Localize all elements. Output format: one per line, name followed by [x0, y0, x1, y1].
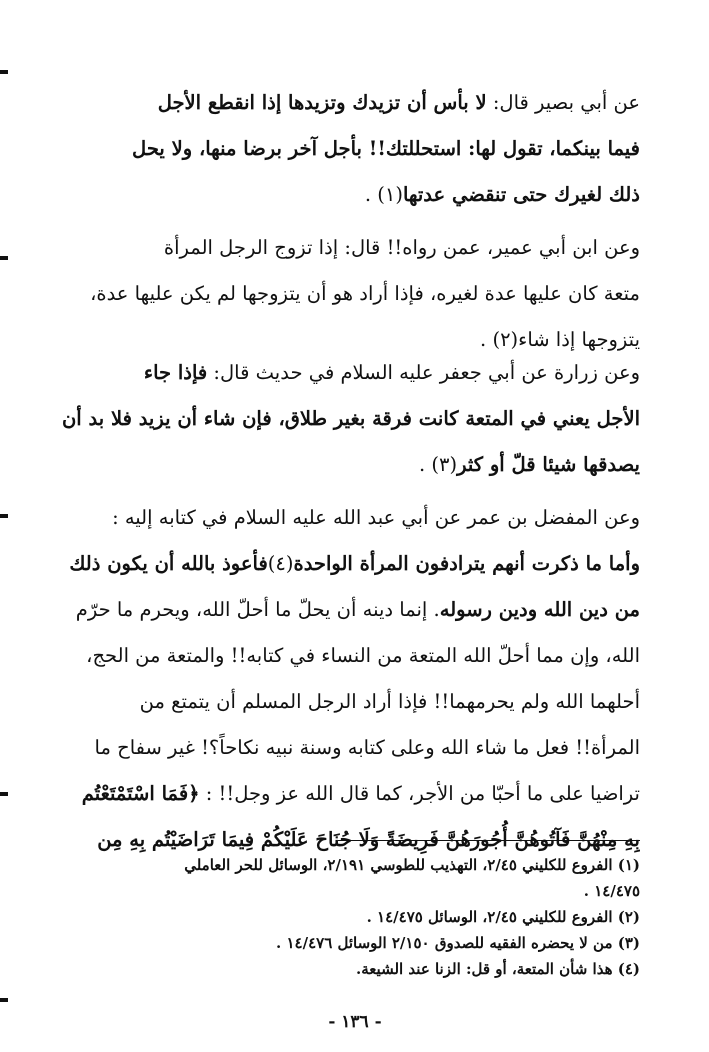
margin-mark: [0, 792, 8, 796]
paragraph-zurara: [40, 350, 640, 488]
text-line: أحلهما الله ولم يحرمهما!! فإذا أراد الرجل المسلم أن يتمتع من: [139, 690, 640, 713]
page-number: - ١٣٦ -: [328, 1012, 382, 1032]
paragraph-abu-basir: [40, 80, 640, 218]
footnote-1-continued: ١٤/٤٧٥ .: [583, 882, 640, 900]
text-line: ذلك لغيرك حتى تنقضي عدتها(١) .: [364, 183, 640, 206]
text-line: يصدقها شيئا قلّ أو كثر(٣) .: [419, 453, 640, 476]
paragraph-mufaddal: [40, 495, 640, 863]
text-line: الله، وإن مما أحلّ الله المتعة من النساء في كتابه!! والمتعة من الحج،: [86, 644, 640, 667]
text-line: متعة كان عليها عدة لغيره، فإذا أراد هو أن يتزوجها لم يكن عليها عدة،: [90, 282, 640, 305]
paragraph-ibn-abi-umayr: [40, 225, 640, 363]
text-line: المرأة!! فعل ما شاء الله وعلى كتابه وسنة نبيه نكاحاً؟! غير سفاح ما: [94, 736, 640, 759]
text-line: وعن ابن أبي عمير، عمن رواه!! قال: إذا تزوج الرجل المرأة: [163, 236, 640, 259]
margin-mark: [0, 70, 8, 74]
footnote-3: (٣) من لا يحضره الفقيه للصدوق ٢/١٥٠ الوسائل ١٤/٤٧٦ .: [276, 934, 640, 952]
footnote-4: (٤) هذا شأن المتعة، أو قل: الزنا عند الشيعة.: [356, 960, 640, 978]
text-line: تراضيا على ما أحبّا من الأجر، كما قال الله عز وجل!! : ﴿فَمَا اسْتَمْتَعْتُم: [81, 782, 640, 805]
quran-verse-line: بِهِ مِنْهُنَّ فَآتُوهُنَّ أُجُورَهُنَّ فَرِيضَةً وَلَا جُنَاحَ عَلَيْكُمْ فِيمَا تَرَاضَيْتُم بِهِ مِن: [97, 828, 640, 851]
text-line: يتزوجها إذا شاء(٢) .: [480, 328, 640, 351]
text-line: وعن زرارة عن أبي جعفر عليه السلام في حديث قال: فإذا جاء: [143, 361, 640, 384]
margin-mark: [0, 998, 8, 1002]
text-line: من دين الله ودين رسوله. إنما دينه أن يحلّ ما أحلّ الله، ويحرم ما حرّم: [75, 598, 640, 621]
text-line: وأما ما ذكرت أنهم يترادفون المرأة الواحدة(٤)فأعوذ بالله أن يكون ذلك: [69, 552, 640, 575]
footnote-2: (٢) الفروع للكليني ٢/٤٥، الوسائل ١٤/٤٧٥ .: [366, 908, 640, 926]
margin-mark: [0, 256, 8, 260]
text-line: فيما بينكما، تقول لها: استحللتك!! بأجل آخر برضا منها، ولا يحل: [132, 137, 640, 160]
text-line: عن أبي بصير قال: لا بأس أن تزيدك وتزيدها إذا انقطع الأجل: [157, 91, 640, 114]
footnotes: [40, 852, 640, 982]
footnote-divider: [338, 840, 640, 841]
text-line: الأجل يعني في المتعة كانت فرقة بغير طلاق، فإن شاء أن يزيد فلا بد أن: [61, 407, 640, 430]
footnote-1: (١) الفروع للكليني ٢/٤٥، التهذيب للطوسي ٢/١٩١، الوسائل للحر العاملي: [184, 856, 640, 874]
text-line: وعن المفضل بن عمر عن أبي عبد الله عليه السلام في كتابه إليه :: [112, 506, 640, 529]
margin-mark: [0, 514, 8, 518]
